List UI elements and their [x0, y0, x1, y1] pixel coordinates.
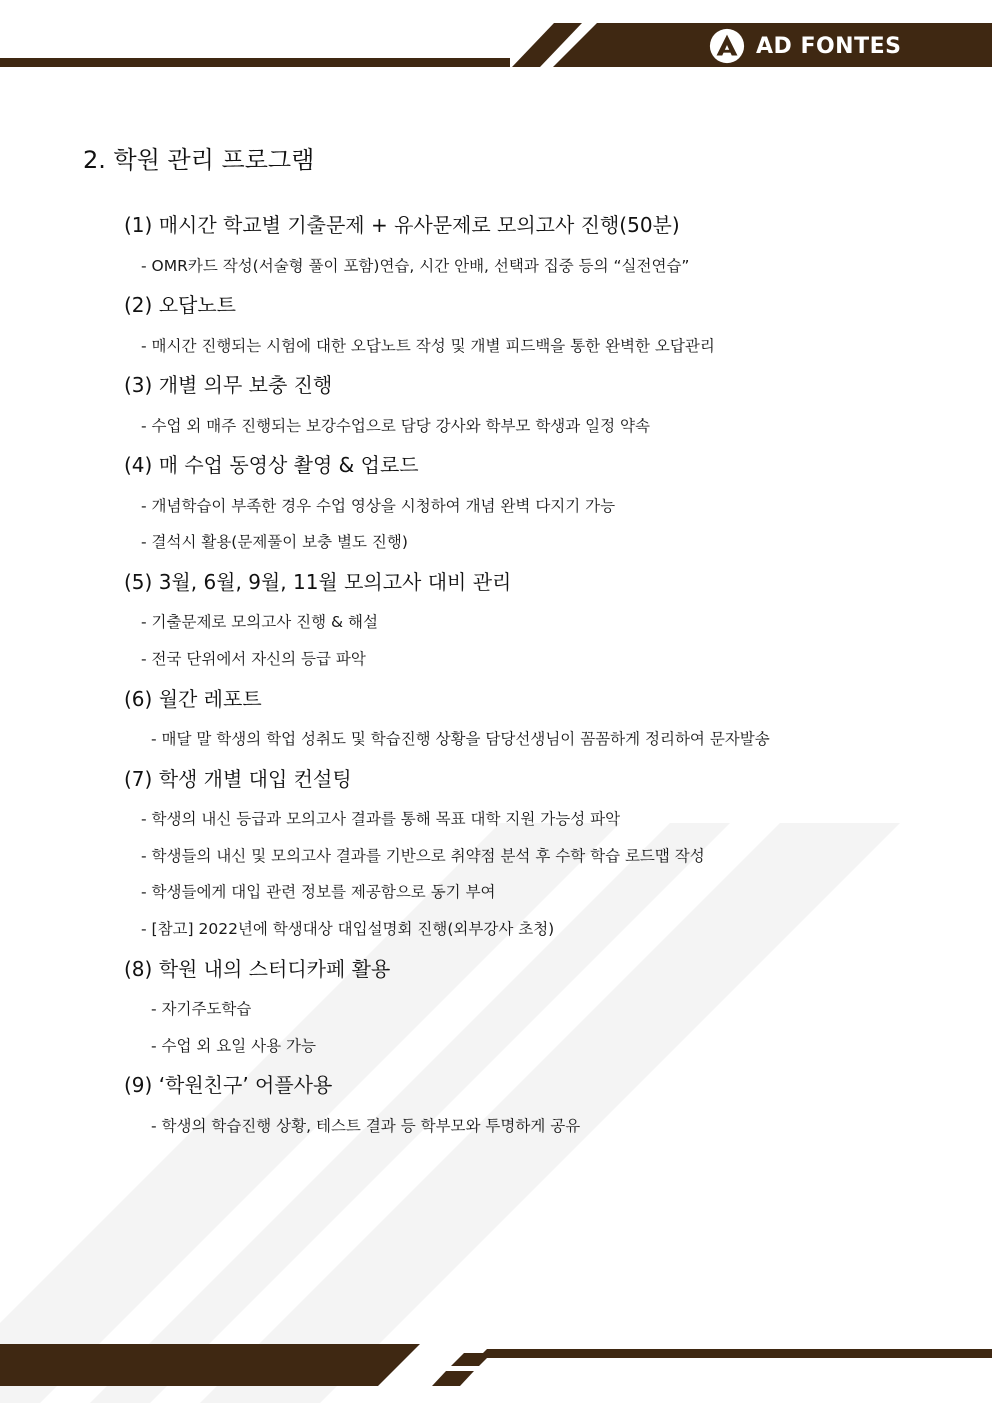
item-detail: - [참고] 2022년에 학생대상 대입설명회 진행(외부강사 초청) [141, 920, 555, 938]
item-detail: - 수업 외 매주 진행되는 보강수업으로 담당 강사와 학부모 학생과 일정 약속 [141, 417, 650, 435]
item-detail: - 매달 말 학생의 학업 성취도 및 학습진행 상황을 담당선생님이 꼼꼼하게 정리하여 문자발송 [151, 730, 770, 748]
item-title-3: (3) 개별 의무 보충 진행 [124, 373, 333, 397]
item-detail: - 학생들에게 대입 관련 정보를 제공함으로 동기 부여 [141, 883, 496, 901]
item-detail: - 수업 외 요일 사용 가능 [151, 1037, 316, 1055]
item-detail: - 개념학습이 부족한 경우 수업 영상을 시청하여 개념 완벽 다지기 가능 [141, 497, 616, 515]
item-title-5: (5) 3월, 6월, 9월, 11월 모의고사 대비 관리 [124, 570, 512, 594]
item-title-6: (6) 월간 레포트 [124, 687, 262, 711]
brand-name: AD FONTES [756, 33, 902, 59]
item-detail: - 학생들의 내신 및 모의고사 결과를 기반으로 취약점 분석 후 수학 학습 로드맵 작성 [141, 847, 705, 865]
item-title-4: (4) 매 수업 동영상 촬영 & 업로드 [124, 453, 419, 477]
brand-logo [708, 26, 901, 66]
item-title-8: (8) 학원 내의 스터디카페 활용 [124, 957, 391, 981]
item-detail: - 자기주도학습 [151, 1000, 252, 1018]
item-detail: - 학생의 학습진행 상황, 테스트 결과 등 학부모와 투명하게 공유 [151, 1117, 581, 1135]
item-detail: - 매시간 진행되는 시험에 대한 오답노트 작성 및 개별 피드백을 통한 완벽한 오답관리 [141, 337, 715, 355]
item-detail: - OMR카드 작성(서술형 풀이 포함)연습, 시간 안배, 선택과 집중 등의 “실전연습” [141, 257, 690, 275]
item-title-9: (9) ‘학원친구’ 어플사용 [124, 1073, 333, 1097]
item-detail: - 학생의 내신 등급과 모의고사 결과를 통해 목표 대학 지원 가능성 파악 [141, 810, 621, 828]
item-detail: - 기출문제로 모의고사 진행 & 해설 [141, 613, 378, 631]
footer-band [0, 1330, 992, 1403]
item-detail: - 전국 단위에서 자신의 등급 파악 [141, 650, 366, 668]
item-title-1: (1) 매시간 학교별 기출문제 + 유사문제로 모의고사 진행(50분) [124, 213, 680, 237]
ad-fontes-logo-icon [708, 27, 746, 65]
item-detail: - 결석시 활용(문제풀이 보충 별도 진행) [141, 533, 408, 551]
section-title: 2. 학원 관리 프로그램 [83, 146, 315, 174]
item-title-7: (7) 학생 개별 대입 컨설팅 [124, 767, 352, 791]
item-title-2: (2) 오답노트 [124, 293, 236, 317]
